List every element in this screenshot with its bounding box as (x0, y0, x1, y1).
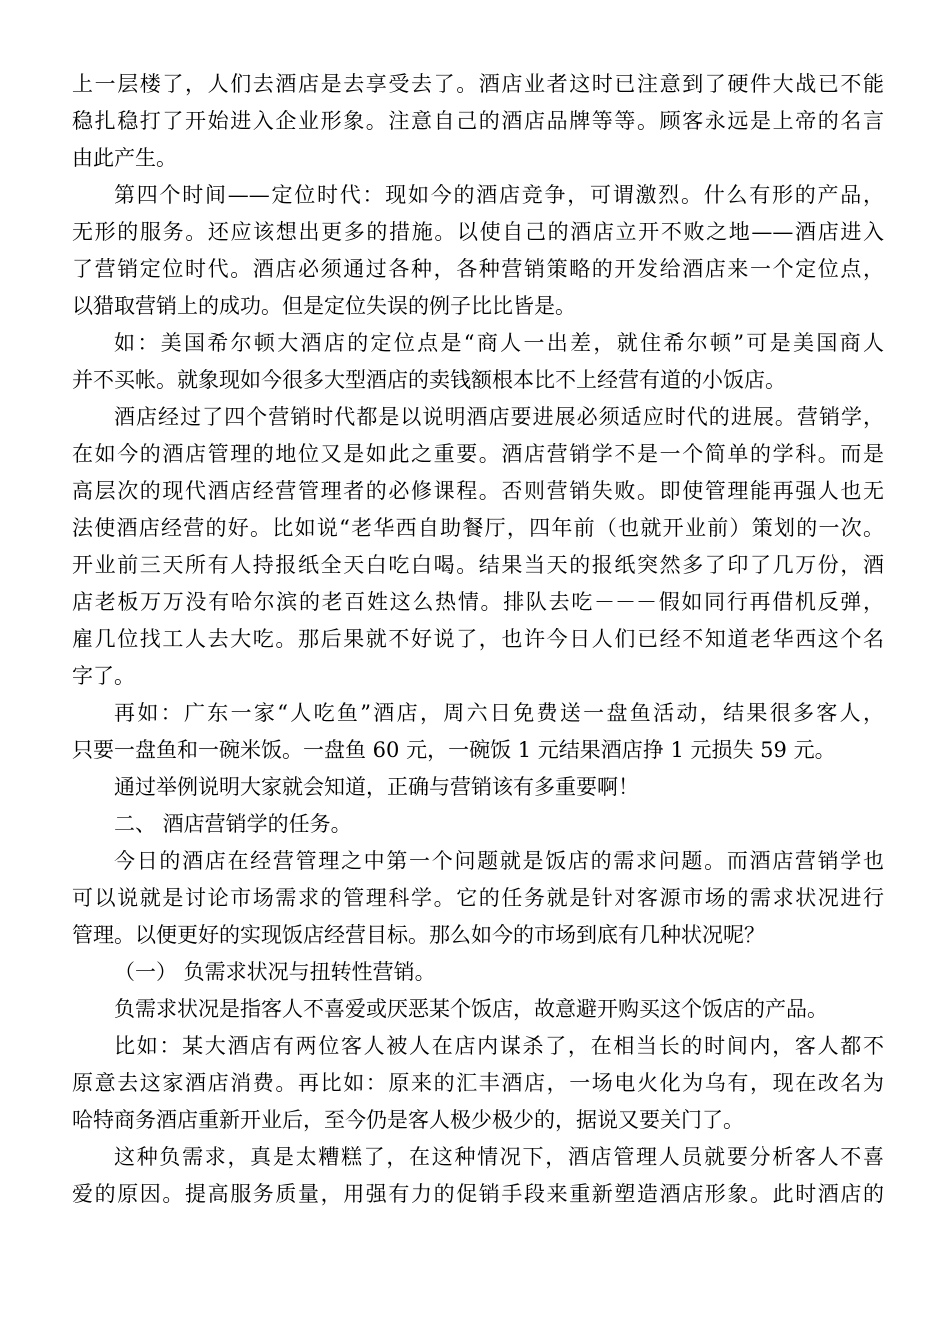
text-line: 字了。 (72, 664, 135, 688)
text-line: 并不买帐。就象现如今很多大型酒店的卖钱额根本比不上经营有道的小饭店。 (72, 368, 786, 392)
text-line: 管理。以便更好的实现饭店经营目标。那么如今的市场到底有几种状况呢？ (72, 923, 765, 947)
text-line: 负需求状况是指客人不喜爱或厌恶某个饭店，故意避开购买这个饭店的产品。 (114, 997, 828, 1021)
text-line: 开业前三天所有人持报纸全天白吃白喝。结果当天的报纸突然多了印了几万份，酒 (72, 553, 884, 577)
text-line: 上一层楼了，人们去酒店是去享受去了。酒店业者这时已注意到了硬件大战已不能 (72, 72, 884, 96)
text-line: 了营销定位时代。酒店必须通过各种，各种营销策略的开发给酒店来一个定位点， (72, 257, 884, 281)
text-line: 爱的原因。提高服务质量，用强有力的促销手段来重新塑造酒店形象。此时酒店的 (72, 1182, 884, 1206)
text-line: 原意去这家酒店消费。再比如：原来的汇丰酒店，一场电火化为乌有，现在改名为 (72, 1071, 884, 1095)
text-line: 酒店经过了四个营销时代都是以说明酒店要进展必须适应时代的进展。营销学， (114, 405, 884, 429)
text-line: 第四个时间——定位时代：现如今的酒店竞争，可谓激烈。什么有形的产品， (114, 183, 884, 207)
text-line: 通过举例说明大家就会知道，正确与营销该有多重要啊！ (114, 775, 639, 799)
text-line: 比如：某大酒店有两位客人被人在店内谋杀了，在相当长的时间内，客人都不 (114, 1034, 884, 1058)
text-line: 高层次的现代酒店经营管理者的必修课程。否则营销失败。即使管理能再强人也无 (72, 479, 884, 503)
text-line: 可以说就是讨论市场需求的管理科学。它的任务就是针对客源市场的需求状况进行 (72, 886, 884, 910)
text-line: 只要一盘鱼和一碗米饭。一盘鱼 60 元，一碗饭 1 元结果酒店挣 1 元损失 59 元。 (72, 738, 836, 762)
text-line: 以猎取营销上的成功。但是定位失误的例子比比皆是。 (72, 294, 576, 318)
text-line: 哈特商务酒店重新开业后，至今仍是客人极少极少的，据说又要关门了。 (72, 1108, 744, 1132)
text-line: 法使酒店经营的好。比如说“老华西自助餐厅，四年前（也就开业前）策划的一次。 (72, 516, 884, 540)
text-line: 在如今的酒店管理的地位又是如此之重要。酒店营销学不是一个简单的学科。而是 (72, 442, 884, 466)
text-line: 今日的酒店在经营管理之中第一个问题就是饭店的需求问题。而酒店营销学也 (114, 849, 884, 873)
text-line: 如：美国希尔顿大酒店的定位点是“商人一出差，就住希尔顿”可是美国商人 (114, 331, 884, 355)
text-line: 这种负需求，真是太糟糕了，在这种情况下，酒店管理人员就要分析客人不喜 (114, 1145, 884, 1169)
text-line: 再如：广东一家“人吃鱼”酒店，周六日免费送一盘鱼活动，结果很多客人， (114, 701, 884, 725)
document-page (72, 66, 884, 1213)
text-line: 店老板万万没有哈尔滨的老百姓这么热情。排队去吃－－－假如同行再借机反弹， (72, 590, 884, 614)
text-line: （一） 负需求状况与扭转性营销。 (114, 960, 436, 984)
text-line: 二、 酒店营销学的任务。 (114, 812, 352, 836)
text-line: 稳扎稳打了开始进入企业形象。注意自己的酒店品牌等等。顾客永远是上帝的名言 (72, 109, 884, 133)
text-line: 由此产生。 (72, 146, 177, 170)
text-line: 无形的服务。还应该想出更多的措施。以使自己的酒店立开不败之地——酒店进入 (72, 220, 884, 244)
text-line: 雇几位找工人去大吃。那后果就不好说了，也许今日人们已经不知道老华西这个名 (72, 627, 884, 651)
